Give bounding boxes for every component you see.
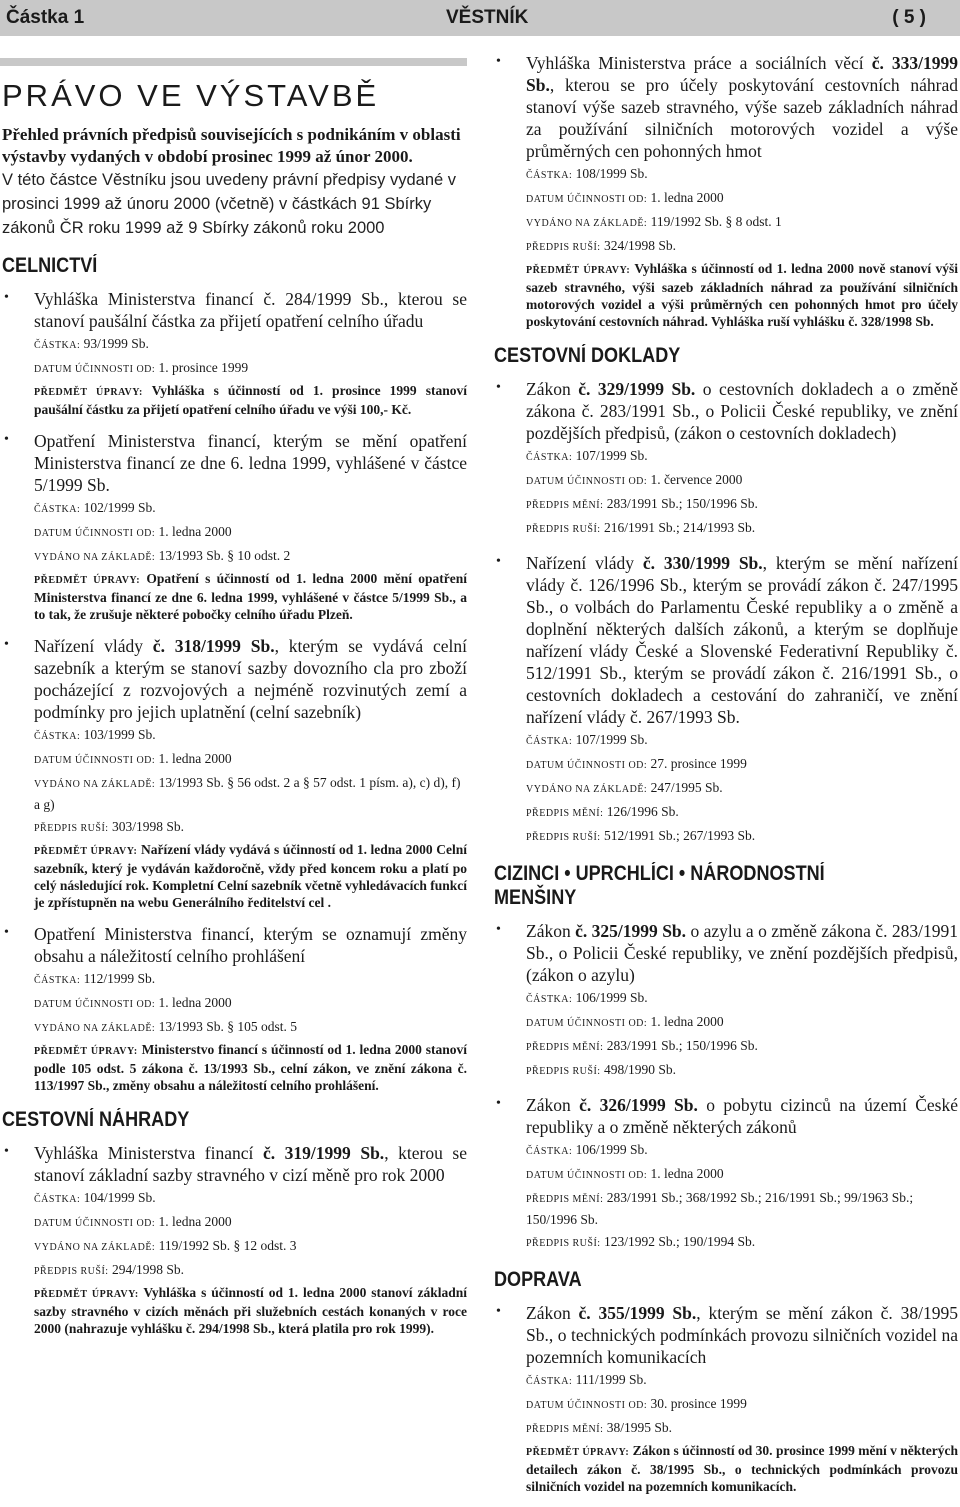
bullet-icon: • bbox=[496, 380, 501, 395]
summary-text: Vyhláška s účinností od 1. prosince 1999 stanoví paušální částku za přijetí opatření celního úřadu ve výši 100,- Kč. bbox=[34, 383, 467, 417]
meta-label: DATUM ÚČINNOSTI OD: bbox=[526, 1018, 648, 1029]
meta-label: DATUM ÚČINNOSTI OD: bbox=[526, 1170, 648, 1181]
entry-title-pre: Vyhláška Ministerstva financí bbox=[34, 1143, 263, 1163]
meta-value: 107/1999 Sb. bbox=[575, 448, 648, 463]
intro-text: V této částce Věstníku jsou uvedeny právní předpisy vydané v prosinci 1999 až únoru 2000 (včetně) v částkách 91 Sbírky zákonů ČR roku 1999 až 9 Sbírky zákonů roku 2000 bbox=[2, 171, 457, 237]
bullet-icon: • bbox=[496, 1096, 501, 1111]
bullet-icon: • bbox=[4, 637, 9, 652]
entry-number: č. 329/1999 Sb. bbox=[578, 379, 696, 399]
meta-line bbox=[526, 1140, 958, 1162]
entry-number: č. 330/1999 Sb. bbox=[642, 553, 763, 573]
meta-label: VYDÁNO NA ZÁKLADĚ: bbox=[34, 1023, 156, 1034]
entry-title-pre: Nařízení vlády bbox=[34, 636, 153, 656]
summary-text: Vyhláška s účinností od 1. ledna 2000 stanoví základní sazby stravného v cizích měnách při služebních cestách konaných v roce 2000 (nahrazuje vyhlášku č. 294/1998 Sb., která platila pro rok 1999). bbox=[34, 1285, 467, 1336]
entry-title bbox=[526, 52, 958, 162]
meta-label: DATUM ÚČINNOSTI OD: bbox=[526, 476, 648, 487]
legislation-entry bbox=[492, 1302, 958, 1495]
meta-value: 112/1999 Sb. bbox=[83, 971, 156, 986]
legislation-entry bbox=[492, 52, 958, 330]
meta-value: 283/1991 Sb.; 150/1996 Sb. bbox=[606, 1038, 758, 1053]
summary-label: PŘEDMĚT ÚPRAVY: bbox=[34, 575, 141, 586]
entry-number: č. 325/1999 Sb. bbox=[575, 921, 687, 941]
meta-line bbox=[526, 988, 958, 1010]
entry-number: č. 318/1999 Sb. bbox=[152, 636, 275, 656]
meta-label: PŘEDPIS RUŠÍ: bbox=[526, 1066, 601, 1077]
meta-label: PŘEDPIS MĚNÍ: bbox=[526, 1424, 604, 1435]
meta-label: PŘEDPIS MĚNÍ: bbox=[526, 500, 604, 511]
meta-line bbox=[526, 754, 958, 776]
meta-line bbox=[34, 358, 467, 380]
entry-title bbox=[34, 288, 467, 332]
meta-value: 294/1998 Sb. bbox=[111, 1262, 184, 1277]
meta-line bbox=[34, 817, 467, 839]
right-column bbox=[492, 52, 958, 1507]
bullet-icon: • bbox=[4, 925, 9, 940]
meta-line bbox=[34, 969, 467, 991]
bullet-icon: • bbox=[4, 1144, 9, 1159]
meta-label: DATUM ÚČINNOSTI OD: bbox=[34, 364, 156, 375]
entry-summary bbox=[34, 841, 467, 911]
meta-label: PŘEDPIS MĚNÍ: bbox=[526, 808, 604, 819]
entry-title-post: , kterou se stanoví paušální částka za přijetí opatření celního úřadu bbox=[34, 289, 467, 331]
publication-name: VĚSTNÍK bbox=[446, 7, 529, 28]
meta-value: 123/1992 Sb.; 190/1994 Sb. bbox=[603, 1234, 756, 1249]
meta-line bbox=[34, 546, 467, 568]
summary-text: Zákon s účinností od 30. prosince 1999 mění v některých detailech zákon č. 38/1995 Sb., o technických podmínkách provozu silničních vozidel na pozemních komunikacích. bbox=[526, 1443, 958, 1494]
meta-label: PŘEDPIS MĚNÍ: bbox=[526, 1194, 604, 1205]
section-heading: CESTOVNÍ DOKLADY bbox=[494, 344, 681, 367]
bullet-icon: • bbox=[496, 1304, 501, 1319]
meta-label: ČÁSTKA: bbox=[526, 452, 573, 463]
meta-label: PŘEDPIS RUŠÍ: bbox=[526, 242, 601, 253]
entry-title-post: o azylu a o změně zákona č. 283/1991 Sb., o Policii České republiky, ve znění pozdějších předpisů, (zákon o azylu) bbox=[526, 921, 958, 985]
summary-label: PŘEDMĚT ÚPRAVY: bbox=[34, 1046, 138, 1057]
bullet-icon: • bbox=[496, 554, 501, 569]
legislation-entry bbox=[0, 1142, 467, 1337]
entry-title-post: , kterým se mění zákon č. 38/1995 Sb., o technických podmínkách provozu silničních vozidel na pozemních komunikacích bbox=[526, 1303, 958, 1367]
intro-heading: Přehled právních předpisů souvisejících s podnikáním v oblasti výstavby vydaných v období prosinec 1999 až únor 2000. bbox=[2, 125, 461, 166]
meta-value: 27. prosince 1999 bbox=[650, 756, 747, 771]
meta-line bbox=[34, 1017, 467, 1039]
meta-line bbox=[526, 1012, 958, 1034]
entry-number: č. 355/1999 Sb. bbox=[578, 1303, 697, 1323]
meta-line bbox=[526, 1060, 958, 1082]
meta-value: 512/1991 Sb.; 267/1993 Sb. bbox=[603, 828, 756, 843]
meta-label: PŘEDPIS RUŠÍ: bbox=[526, 832, 601, 843]
meta-value: 108/1999 Sb. bbox=[575, 166, 648, 181]
issue-number: Částka 1 bbox=[6, 7, 85, 28]
bullet-icon: • bbox=[4, 290, 9, 305]
meta-label: PŘEDPIS RUŠÍ: bbox=[34, 823, 109, 834]
meta-label: PŘEDPIS RUŠÍ: bbox=[34, 1266, 109, 1277]
meta-value: 106/1999 Sb. bbox=[575, 990, 648, 1005]
meta-value: 1. ledna 2000 bbox=[650, 1166, 724, 1181]
entry-title bbox=[34, 635, 467, 723]
meta-label: VYDÁNO NA ZÁKLADĚ: bbox=[526, 784, 648, 795]
entry-summary bbox=[34, 1284, 467, 1337]
entry-title bbox=[526, 378, 958, 444]
entry-summary bbox=[34, 1041, 467, 1094]
title-rule bbox=[0, 58, 467, 66]
meta-label: DATUM ÚČINNOSTI OD: bbox=[34, 999, 156, 1010]
meta-value: 1. ledna 2000 bbox=[158, 995, 232, 1010]
summary-text: Nařízení vlády vydává s účinností od 1. ledna 2000 Celní sazebník, který je vydáván každoročně, vždy před koncem roku a platí po celý následující rok. Kompletní Celní sazebník včetně vyhledávacích funkcí je zpřístupněn na webu Generálního ředitelství cel . bbox=[34, 842, 467, 910]
meta-value: 498/1990 Sb. bbox=[603, 1062, 676, 1077]
legislation-entry bbox=[0, 288, 467, 418]
meta-label: PŘEDPIS RUŠÍ: bbox=[526, 524, 601, 535]
meta-line bbox=[526, 826, 958, 848]
section-heading: DOPRAVA bbox=[494, 1268, 582, 1291]
section-heading: CIZINCI • UPRCHLÍCI • NÁRODNOSTNÍ MENŠINY bbox=[494, 862, 825, 909]
meta-line bbox=[34, 334, 467, 356]
legislation-entry bbox=[492, 378, 958, 540]
entry-summary bbox=[34, 382, 467, 418]
meta-value: 106/1999 Sb. bbox=[575, 1142, 648, 1157]
meta-label: VYDÁNO NA ZÁKLADĚ: bbox=[34, 552, 156, 563]
summary-text: Ministerstvo financí s účinností od 1. ledna 2000 stanoví podle 105 odst. 5 zákona č. 13/1993 Sb., celní zákon, ve znění zákona č. 113/1997 Sb., změny obsahu a náležitostí celního prohlášení. bbox=[34, 1042, 467, 1093]
entry-title-pre: Zákon bbox=[526, 379, 579, 399]
meta-value: 93/1999 Sb. bbox=[83, 336, 149, 351]
meta-label: ČÁSTKA: bbox=[526, 1376, 573, 1387]
meta-line bbox=[34, 498, 467, 520]
meta-line bbox=[34, 1260, 467, 1282]
meta-line bbox=[526, 494, 958, 516]
section-heading: CESTOVNÍ NÁHRADY bbox=[2, 1108, 190, 1131]
meta-value: 283/1991 Sb.; 150/1996 Sb. bbox=[606, 496, 758, 511]
meta-label: DATUM ÚČINNOSTI OD: bbox=[526, 194, 648, 205]
meta-value: 1. ledna 2000 bbox=[650, 190, 724, 205]
entry-title-pre: Zákon bbox=[526, 1095, 580, 1115]
meta-line bbox=[526, 212, 958, 234]
page-header bbox=[0, 0, 960, 36]
meta-value: 103/1999 Sb. bbox=[83, 727, 156, 742]
summary-label: PŘEDMĚT ÚPRAVY: bbox=[34, 387, 143, 398]
meta-line bbox=[34, 725, 467, 747]
entry-summary bbox=[34, 570, 467, 623]
entry-summary bbox=[526, 1442, 958, 1495]
legislation-entry bbox=[492, 552, 958, 848]
meta-value: 1. ledna 2000 bbox=[650, 1014, 724, 1029]
meta-value: 1. prosince 1999 bbox=[158, 360, 249, 375]
meta-value: 119/1992 Sb. § 12 odst. 3 bbox=[158, 1238, 297, 1253]
entry-title-pre: Opatření Ministerstva financí, kterým se mění opatření Ministerstva financí ze dne 6. ledna 1999, vyhlášené v částce 5/1999 Sb. bbox=[34, 431, 467, 495]
meta-line bbox=[526, 236, 958, 258]
legislation-entry bbox=[492, 920, 958, 1082]
entry-title-pre: Vyhláška Ministerstva práce a sociálních věcí bbox=[526, 53, 872, 73]
meta-label: DATUM ÚČINNOSTI OD: bbox=[34, 528, 156, 539]
meta-value: 38/1995 Sb. bbox=[606, 1420, 672, 1435]
meta-label: ČÁSTKA: bbox=[34, 975, 81, 986]
meta-label: ČÁSTKA: bbox=[526, 1146, 573, 1157]
bullet-icon: • bbox=[4, 432, 9, 447]
entry-title-post: , kterým se vydává celní sazebník a kterým se stanoví sazby dovozního cla pro zboží pocházející z rozvojových a nejméně rozvinutých zemí a podmínky pro jejich uplatnění (celní sazebník) bbox=[34, 636, 467, 722]
meta-label: PŘEDPIS RUŠÍ: bbox=[526, 1238, 601, 1249]
entry-number: č. 326/1999 Sb. bbox=[579, 1095, 698, 1115]
entry-title bbox=[526, 920, 958, 986]
summary-text: Opatření s účinností od 1. ledna 2000 mění opatření Ministerstva financí ze dne 6. ledna 1999, vyhlášené v částce 5/1999 Sb., a to tak, že zrušuje některé pobočky celního úřadu Plzeň. bbox=[34, 571, 467, 622]
meta-value: 104/1999 Sb. bbox=[83, 1190, 156, 1205]
meta-line bbox=[526, 1394, 958, 1416]
meta-value: 283/1991 Sb.; 368/1992 Sb.; 216/1991 Sb.; 99/1963 Sb.; 150/1996 Sb. bbox=[526, 1190, 914, 1227]
meta-line bbox=[526, 518, 958, 540]
entry-number: č. 333/1999 Sb. bbox=[526, 53, 958, 95]
entry-title-pre: Vyhláška Ministerstva financí č. 284/1999 Sb. bbox=[34, 289, 384, 309]
meta-value: 13/1993 Sb. § 105 odst. 5 bbox=[158, 1019, 297, 1034]
meta-label: DATUM ÚČINNOSTI OD: bbox=[526, 1400, 648, 1411]
meta-value: 13/1993 Sb. § 10 odst. 2 bbox=[158, 548, 291, 563]
meta-label: VYDÁNO NA ZÁKLADĚ: bbox=[526, 218, 648, 229]
meta-value: 119/1992 Sb. § 8 odst. 1 bbox=[650, 214, 782, 229]
meta-value: 324/1998 Sb. bbox=[603, 238, 676, 253]
summary-label: PŘEDMĚT ÚPRAVY: bbox=[526, 1447, 630, 1458]
meta-line bbox=[34, 1212, 467, 1234]
meta-line bbox=[34, 749, 467, 771]
entry-title bbox=[34, 430, 467, 496]
summary-label: PŘEDMĚT ÚPRAVY: bbox=[526, 265, 631, 276]
meta-value: 1. ledna 2000 bbox=[158, 524, 232, 539]
bullet-icon: • bbox=[496, 54, 501, 69]
meta-value: 216/1991 Sb.; 214/1993 Sb. bbox=[603, 520, 756, 535]
entry-title bbox=[34, 1142, 467, 1186]
meta-label: ČÁSTKA: bbox=[526, 736, 573, 747]
meta-value: 102/1999 Sb. bbox=[83, 500, 156, 515]
meta-value: 303/1998 Sb. bbox=[111, 819, 184, 834]
meta-value: 1. ledna 2000 bbox=[158, 1214, 232, 1229]
entry-title-post: o cestovních dokladech a o změně zákona č. 283/1991 Sb., o Policii České republiky, ve znění pozdějších předpisů, (zákon o cestovních dokladech) bbox=[526, 379, 958, 443]
meta-value: 107/1999 Sb. bbox=[575, 732, 648, 747]
legislation-entry bbox=[0, 923, 467, 1094]
summary-label: PŘEDMĚT ÚPRAVY: bbox=[34, 1289, 139, 1300]
section-heading: CELNICTVÍ bbox=[2, 254, 98, 277]
entry-title-pre: Nařízení vlády bbox=[526, 553, 643, 573]
meta-value: 247/1995 Sb. bbox=[650, 780, 723, 795]
meta-line bbox=[34, 993, 467, 1015]
entry-title bbox=[526, 1302, 958, 1368]
bullet-icon: • bbox=[496, 922, 501, 937]
legislation-entry bbox=[492, 1094, 958, 1254]
meta-value: 111/1999 Sb. bbox=[575, 1372, 647, 1387]
entry-title-post: , kterou se pro účely poskytování cestovních náhrad stanoví výše sazeb stravného, výše sazeb základních náhrad za používání silničních motorových vozidel a výše průměrných cen pohonných hmot bbox=[526, 75, 958, 161]
meta-line bbox=[526, 164, 958, 186]
meta-label: DATUM ÚČINNOSTI OD: bbox=[34, 1218, 156, 1229]
meta-line bbox=[526, 1188, 958, 1230]
meta-line bbox=[526, 188, 958, 210]
meta-line bbox=[34, 1236, 467, 1258]
meta-line bbox=[526, 778, 958, 800]
meta-value: 1. ledna 2000 bbox=[158, 751, 232, 766]
meta-label: DATUM ÚČINNOSTI OD: bbox=[526, 760, 648, 771]
meta-line bbox=[34, 522, 467, 544]
meta-line bbox=[526, 1232, 958, 1254]
meta-label: DATUM ÚČINNOSTI OD: bbox=[34, 755, 156, 766]
meta-label: ČÁSTKA: bbox=[526, 994, 573, 1005]
meta-label: PŘEDPIS MĚNÍ: bbox=[526, 1042, 604, 1053]
meta-value: 30. prosince 1999 bbox=[650, 1396, 747, 1411]
entry-title-pre: Opatření Ministerstva financí, kterým se oznamují změny obsahu a náležitostí celního prohlášení bbox=[34, 924, 467, 966]
meta-label: ČÁSTKA: bbox=[34, 731, 81, 742]
entry-title-post: , kterým se mění nařízení vlády č. 126/1996 Sb., kterým se provádí zákon č. 247/1995 Sb., o volbách do Parlamentu České republiky a o změně a doplnění některých dalších zákonů, a kterým se doplňuje nařízení vlády České a Slovenské Federativní Republiky č. 512/1991 Sb., kterým se provádí zákon č. 216/1991 Sb., o cestovních dokladech a cestování do zahraničí, ve znění nařízení vlády č. 267/1993 Sb. bbox=[526, 553, 958, 727]
entry-title-pre: Zákon bbox=[526, 1303, 579, 1323]
summary-text: Vyhláška s účinností od 1. ledna 2000 nově stanoví výši sazeb stravného, výši sazeb základních náhrad za používání silničních motorových vozidel a výši průměrných cen pohonných hmot pro účely poskytování cestovních náhrad. Vyhláška ruší vyhlášku č. 328/1998 Sb. bbox=[526, 261, 958, 329]
legislation-entry bbox=[0, 635, 467, 911]
meta-line bbox=[526, 1370, 958, 1392]
meta-value: 126/1996 Sb. bbox=[606, 804, 679, 819]
meta-label: VYDÁNO NA ZÁKLADĚ: bbox=[34, 779, 156, 790]
entry-title bbox=[526, 552, 958, 728]
entry-title bbox=[34, 923, 467, 967]
meta-line bbox=[526, 802, 958, 824]
meta-line bbox=[34, 773, 467, 815]
meta-value: 1. července 2000 bbox=[650, 472, 743, 487]
meta-line bbox=[34, 1188, 467, 1210]
meta-value: 13/1993 Sb. § 56 odst. 2 a § 57 odst. 1 písm. a), c) d), f) a g) bbox=[34, 775, 461, 812]
left-column bbox=[0, 52, 467, 1349]
entry-title-pre: Zákon bbox=[526, 921, 576, 941]
entry-title-post: o pobytu cizinců na území České republiky a o změně některých zákonů bbox=[526, 1095, 958, 1137]
meta-line bbox=[526, 1164, 958, 1186]
entry-title-post: , kterou se stanoví základní sazby stravného v cizí měně pro rok 2000 bbox=[34, 1143, 467, 1185]
entry-number: č. 319/1999 Sb. bbox=[262, 1143, 385, 1163]
meta-line bbox=[526, 446, 958, 468]
legislation-entry bbox=[0, 430, 467, 623]
meta-label: ČÁSTKA: bbox=[34, 1194, 81, 1205]
meta-line bbox=[526, 1418, 958, 1440]
summary-label: PŘEDMĚT ÚPRAVY: bbox=[34, 846, 138, 857]
meta-label: VYDÁNO NA ZÁKLADĚ: bbox=[34, 1242, 156, 1253]
meta-line bbox=[526, 470, 958, 492]
page-number: ( 5 ) bbox=[892, 7, 926, 28]
entry-summary bbox=[526, 260, 958, 330]
meta-label: ČÁSTKA: bbox=[526, 170, 573, 181]
meta-label: ČÁSTKA: bbox=[34, 504, 81, 515]
meta-label: ČÁSTKA: bbox=[34, 340, 81, 351]
page-title: PRÁVO VE VÝSTAVBĚ bbox=[2, 78, 380, 113]
meta-line bbox=[526, 730, 958, 752]
meta-line bbox=[526, 1036, 958, 1058]
entry-title bbox=[526, 1094, 958, 1138]
